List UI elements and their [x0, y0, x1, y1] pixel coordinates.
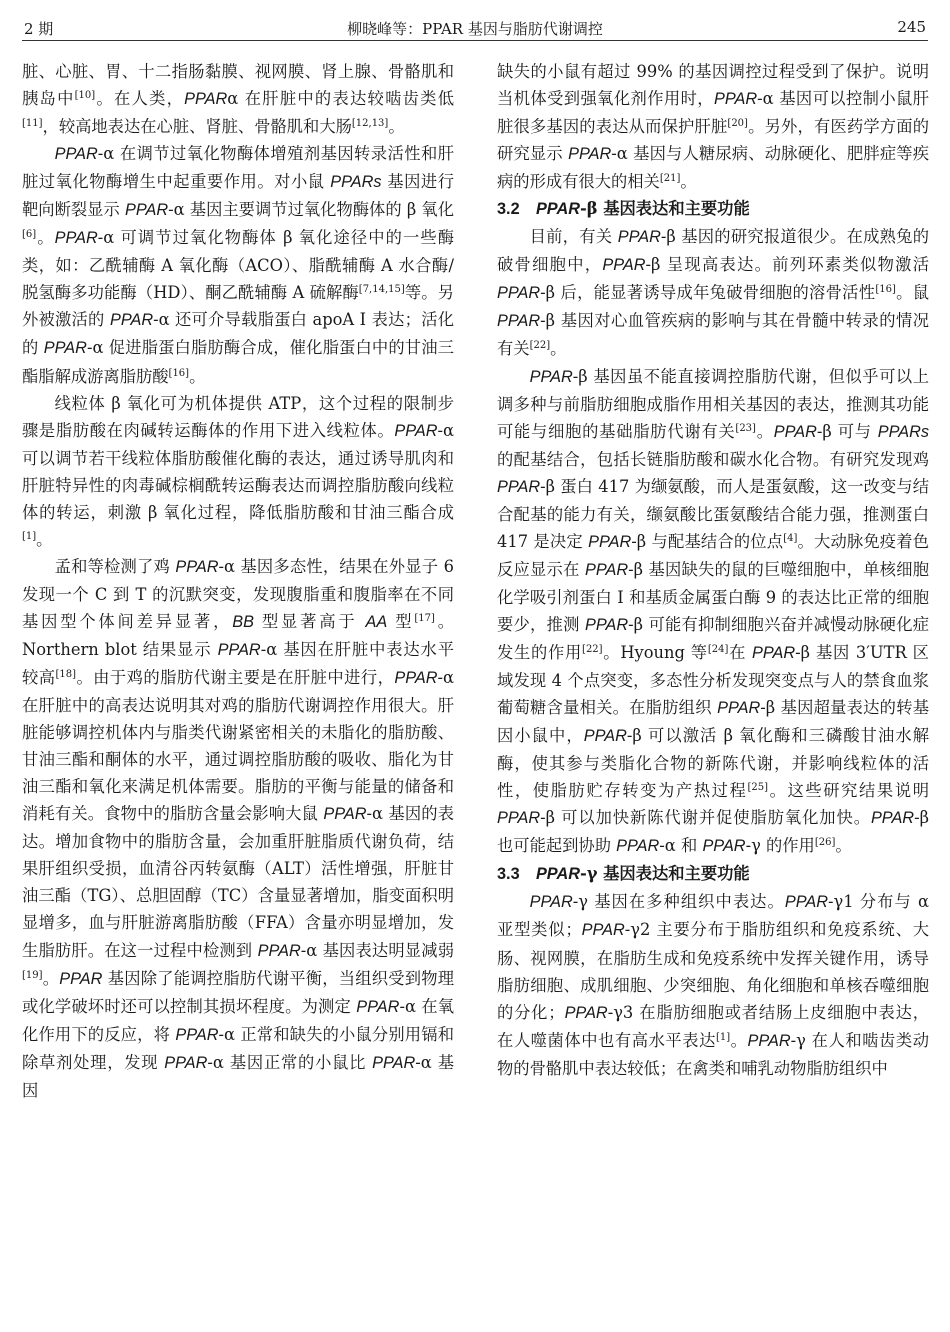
text-run: 在	[728, 642, 752, 662]
text-run: -α 和	[659, 836, 703, 856]
text-run: 等。另外被激活的	[22, 283, 454, 330]
gene-symbol: PPAR	[747, 1031, 791, 1050]
section-heading-3-2	[497, 195, 929, 223]
gene-symbol: PPAR	[164, 1053, 208, 1072]
gene-symbol: PPAR	[535, 865, 580, 884]
gene-symbol: PPAR	[109, 311, 154, 330]
right-column	[497, 58, 929, 1082]
text-run: -α 在肝脏中的高表达说明其对鸡的脂肪代谢调控作用很大。肝脏能够调控机体内与脂类代谢紧密相关的未脂化的脂肪酸、甘油三酯和酮体的水平，通过调控脂肪酸的吸收、脂化为甘油三酯和氧化来满足机体需要。脂肪的平衡与能量的储备和消耗有关。食物中的脂肪含量会影响大鼠	[22, 668, 454, 824]
text-run: -α 基因正常的小鼠比	[207, 1052, 373, 1072]
text-run: 。鼠	[895, 283, 929, 303]
text-run: -α 还可介导载脂蛋白 apoA Ⅰ 表达；活化的	[22, 310, 454, 358]
text-run: -β 可与	[816, 421, 878, 441]
text-run: -γ 的作用	[745, 836, 815, 856]
text-run: -α 可调节过氧化物酶体 β 氧化途径中的一些酶类，如：乙酰辅酶 A 氧化酶（ACO）、脂酰辅酶 A 水合酶/脱氢酶多功能酶（HD）、酮乙酰辅酶 A 硫解酶	[22, 228, 454, 303]
citation-ref: [7,14,15]	[358, 284, 405, 296]
paragraph-ppar-beta-function	[497, 363, 929, 861]
paragraph-continued-right	[497, 58, 929, 195]
paragraph-ppar-beta-intro	[497, 223, 929, 362]
gene-symbol: PPAR	[394, 421, 438, 440]
gene-symbol: PPAR	[585, 615, 629, 634]
paragraph-peroxisome	[22, 140, 454, 389]
text-run: 。另外，有医药学方面的研究显示	[497, 117, 929, 164]
text-run: -α 基因在肝脏中表达水平较高	[22, 639, 454, 688]
text-run: 基因除了能调控脂肪代谢平衡，当组织受到物理或化学破坏时还可以控制其损坏程度。为测定	[22, 968, 454, 1016]
text-run: -γ1 分布与 α 亚型类似；	[497, 892, 929, 940]
text-run: -β 呈现高表达。前列环素类似物激活	[645, 255, 929, 275]
citation-ref: [16]	[875, 284, 896, 296]
text-run: 。	[755, 421, 774, 441]
citation-ref: [6]	[22, 229, 37, 241]
text-run: 。	[550, 339, 567, 359]
page-number: 245	[897, 18, 926, 36]
text-run: 缺失的小鼠有超过 99% 的基因调控过程受到了保护。说明当机体受到强氧化剂作用时，	[497, 62, 929, 109]
text-run: 。	[36, 529, 53, 549]
citation-ref: [18]	[55, 669, 76, 681]
citation-ref: [12,13]	[351, 118, 389, 130]
citation-ref: [4]	[783, 532, 798, 544]
citation-ref: [17]	[414, 612, 435, 624]
text-run: 。这些研究结果说明	[767, 781, 929, 801]
citation-ref: [26]	[814, 837, 836, 849]
gene-symbol: PPAR	[217, 640, 261, 659]
text-run: 。	[36, 228, 55, 248]
gene-symbol: PPAR	[257, 941, 301, 960]
text-run: α 在肝脏中的表达较啮齿类低	[227, 89, 454, 109]
text-run: -α 基因多态性，结果在外显子 6 发现一个 C 到 T 的沉默突变，发现腹脂重和腹脂率在不同基因型个体间差异显著，	[22, 556, 454, 631]
gene-symbol: PPAR	[752, 643, 796, 662]
citation-ref: [22]	[582, 643, 603, 655]
text-run: -α 在氧化作用下的反应，将	[22, 996, 455, 1044]
running-header	[22, 10, 928, 41]
text-run: -γ 基因表达和主要功能	[579, 864, 750, 884]
text-run: -γ 在人和啮齿类动物的骨骼肌中表达较低；在禽类和哺乳动物脂肪组织中	[497, 1030, 929, 1078]
gene-symbol: BB	[232, 612, 254, 631]
citation-ref: [1]	[22, 530, 37, 542]
gene-symbol: PPAR	[54, 145, 98, 164]
paragraph-mitochondria	[22, 390, 454, 553]
gene-symbol: PPAR	[394, 669, 438, 688]
text-run: 。	[388, 117, 405, 137]
paragraph-chicken-polymorphism	[22, 553, 454, 1104]
gene-symbol: PPAR	[529, 367, 573, 386]
gene-symbol: PPAR	[581, 921, 625, 940]
text-run: -α 基因可以控制小鼠肝脏很多基因的表达从而保护肝脏	[497, 89, 929, 137]
gene-symbol: PPAR	[773, 422, 817, 441]
text-run: 。由于鸡的脂肪代谢主要是在肝脏中进行，	[76, 668, 395, 688]
text-run: -β 基因表达和主要功能	[579, 199, 750, 219]
text-run: 基因进行靶向断裂显示	[22, 172, 454, 220]
citation-ref: [24]	[707, 643, 729, 655]
gene-symbol: PPAR	[54, 229, 98, 248]
text-run: 线粒体 β 氧化可为机体提供 ATP，这个过程的限制步骤是脂肪酸在肉碱转运酶体的作用下进入线粒体。	[22, 393, 454, 440]
text-run: 目前，有关	[529, 227, 618, 247]
text-run: -α 在调节过氧化物酶体增殖剂基因转录活性和肝脏过氧化物酶增生中起重要作用。对小鼠	[22, 144, 454, 192]
text-run: -α 基因	[22, 1052, 454, 1100]
text-run: -α 可以调节若干线粒体脂肪酸催化酶的表达，通过诱导肌肉和肝脏特异性的肉毒碱棕榈酰转运酶表达而调控脂肪酸向线粒体的转运，刺激 β 氧化过程，降低脂肪酸和甘油三酯合成	[22, 420, 454, 522]
text-run: -α 正常和缺失的小鼠分别用镉和除草剂处理，发现	[22, 1024, 454, 1072]
text-run: 。	[730, 1030, 748, 1050]
gene-symbol: PPAR	[497, 284, 541, 303]
citation-ref: [23]	[735, 422, 756, 434]
text-run: -β 与配基结合的位点	[631, 531, 784, 551]
issue-number: 2 期	[24, 20, 54, 38]
text-run: -β 基因缺失的鼠的巨噬细胞中，单核细胞化学吸引剂蛋白 Ⅰ 和基质金属蛋白酶 9 的表达比正常的细胞要少，推测	[497, 559, 929, 634]
text-run: 的配基结合，包括长链脂肪酸和碳水化合物。有研究发现鸡	[497, 449, 929, 469]
paragraph-continued	[22, 58, 454, 140]
text-run: -γ2 主要分布于脂肪组织和免疫系统、大肠、视网膜，在脂肪生成和免疫系统中发挥关键作用，诱导脂肪细胞、成肌细胞、少突细胞、角化细胞和单核吞噬细胞的分化；	[497, 920, 929, 1022]
text-run: -α 促进脂蛋白脂肪酶合成，催化脂蛋白中的甘油三酯脂解成游离脂肪酸	[22, 338, 454, 386]
gene-symbol: PPAR	[568, 145, 612, 164]
text-run: ，较高地表达在心脏、肾脏、骨骼肌和大肠	[42, 117, 352, 137]
left-column	[22, 58, 454, 1104]
citation-ref: [10]	[74, 90, 96, 102]
text-run: -β 基因的研究报道很少。在成熟兔的破骨细胞中，	[497, 227, 929, 275]
text-run: 。Hyoung 等	[602, 642, 708, 662]
section-title	[536, 864, 750, 883]
gene-symbol: PPAR	[175, 1025, 219, 1044]
gene-symbol: PPARs	[877, 422, 929, 441]
citation-ref: [16]	[168, 367, 190, 379]
text-run: 。	[189, 366, 206, 386]
gene-symbol: PPAR	[529, 893, 573, 912]
gene-symbol: PPAR	[43, 339, 87, 358]
gene-symbol: PPAR	[59, 969, 103, 988]
text-run: 。Northern blot 结果显示	[22, 611, 454, 659]
gene-symbol: PPAR	[713, 90, 758, 109]
gene-symbol: PPAR	[497, 809, 541, 828]
text-run: -β 基因虽不能直接调控脂肪代谢，但似乎可以上调多种与前脂肪细胞成脂作用相关基因的表达，推测其功能可能与细胞的基础脂肪代谢有关	[497, 366, 929, 441]
citation-ref: [20]	[727, 118, 748, 130]
gene-symbol: PPAR	[583, 727, 627, 746]
text-run: -α 基因与人糖尿病、动脉硬化、肥胖症等疾病的形成有很大的相关	[497, 144, 929, 192]
text-run: -α 基因主要调节过氧化物酶体的 β 氧化	[168, 200, 454, 220]
citation-ref: [11]	[22, 118, 43, 130]
text-run: 。大动脉免疫着色反应显示在	[497, 531, 929, 579]
gene-symbol: PPAR	[585, 560, 629, 579]
text-run: -β 基因对心血管疾病的影响与其在骨髓中转录的情况有关	[497, 311, 929, 359]
text-run: 。	[42, 968, 60, 988]
text-run: -β 可能有抑制细胞兴奋并减慢动脉硬化症发生的作用	[497, 614, 929, 662]
gene-symbol: PPARs	[330, 173, 382, 192]
gene-symbol: PPAR	[124, 201, 169, 220]
text-run: 型显著高于	[253, 611, 366, 631]
gene-symbol: AA	[365, 612, 388, 631]
text-run: -β 可以加快新陈代谢并促使脂肪氧化加快。	[540, 808, 871, 828]
gene-symbol: PPAR	[535, 200, 580, 219]
text-run: 。	[680, 172, 697, 192]
text-run: 脏、心脏、胃、十二指肠黏膜、视网膜、肾上腺、骨骼肌和胰岛中	[22, 62, 454, 109]
text-run: -β 也可能起到协助	[497, 808, 929, 856]
gene-symbol: PPAR	[602, 256, 646, 275]
text-run: -α 基因表达明显减弱	[300, 940, 454, 960]
gene-symbol: PPAR	[702, 837, 746, 856]
text-run: 孟和等检测了鸡	[54, 556, 176, 576]
gene-symbol: PPAR	[497, 312, 541, 331]
gene-symbol: PPAR	[784, 893, 828, 912]
section-number: 3.2	[497, 200, 520, 219]
text-run: -β 后，能显著诱导成年兔破骨细胞的溶骨活性	[540, 283, 876, 303]
citation-ref: [21]	[659, 173, 681, 185]
text-run: -γ3 在脂肪细胞或者结肠上皮细胞中表达，在人噬菌体中也有高水平表达	[497, 1002, 929, 1050]
text-run: -α 基因的表达。增加食物中的脂肪含量，会加重肝脏脂质代谢负荷，结果肝组织受损，血清谷丙转氨酶（ALT）活性增强，肝脏甘油三酯（TG）、总胆固醇（TC）含量显著增加，脂变面积明显增多，血与肝脏游离脂肪酸（FFA）含量亦明显增加，发生脂肪肝。在这一过程中检测到	[22, 804, 454, 960]
gene-symbol: PPAR	[323, 805, 367, 824]
running-title: 柳晓峰等：PPAR 基因与脂肪代谢调控	[347, 20, 603, 38]
text-run: 。	[835, 836, 852, 856]
text-run: -β 基因超量表达的转基因小鼠中，	[497, 698, 929, 746]
gene-symbol: PPAR	[717, 699, 761, 718]
gene-symbol: PPAR	[588, 532, 632, 551]
section-number: 3.3	[497, 865, 520, 884]
citation-ref: [22]	[529, 340, 551, 352]
gene-symbol: PPAR	[617, 228, 661, 247]
gene-symbol: PPAR	[616, 837, 660, 856]
gene-symbol: PPAR	[497, 477, 541, 496]
gene-symbol: PPAR	[372, 1053, 416, 1072]
text-run: -β 可以激活 β 氧化酶和三磷酸甘油水解酶，使其参与类脂化合物的新陈代谢，并影响线粒体的活性，使脂肪贮存转变为产热过程	[497, 726, 929, 801]
text-run: -γ 基因在多种组织中表达。	[572, 892, 785, 912]
gene-symbol: PPAR	[870, 809, 915, 828]
gene-symbol: PPAR	[356, 997, 400, 1016]
paragraph-ppar-gamma	[497, 888, 929, 1081]
citation-ref: [19]	[22, 969, 43, 981]
section-heading-3-3	[497, 860, 929, 888]
citation-ref: [25]	[747, 782, 768, 794]
gene-symbol: PPAR	[175, 557, 219, 576]
text-run: 。在人类，	[95, 89, 185, 109]
text-run: -β 蛋白 417 为缬氨酸，而人是蛋氨酸，这一改变与结合配基的能力有关，缬氨酸比蛋氨酸结合能力强，推测蛋白 417 是决定	[497, 476, 929, 551]
gene-symbol: PPAR	[564, 1003, 608, 1022]
text-run: 型	[387, 611, 415, 631]
gene-symbol: PPAR	[184, 90, 228, 109]
section-title	[536, 199, 750, 218]
text-run: -β 基因 3′UTR 区域发现 4 个点突变，多态性分析发现突变点与人的禁食血浆葡萄糖含量相关。在脂肪组织	[497, 642, 929, 718]
citation-ref: [1]	[715, 1031, 731, 1043]
